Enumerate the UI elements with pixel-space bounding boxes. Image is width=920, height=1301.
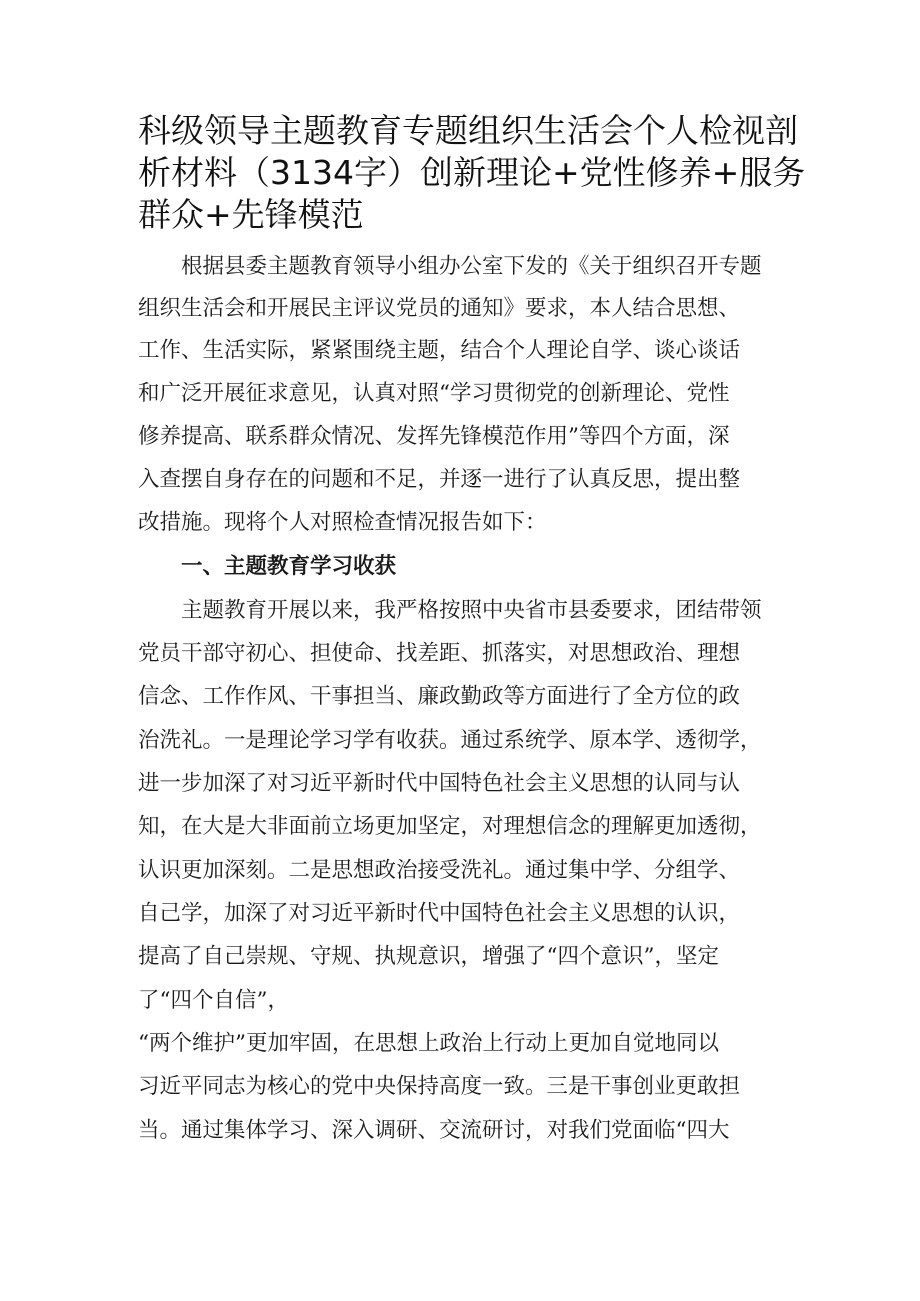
body-line: 党员干部守初心、担使命、找差距、抓落实，对思想政治、理想 (138, 641, 741, 666)
body-line: 认识更加深刻。二是思想政治接受洗礼。通过集中学、分组学、 (138, 858, 741, 883)
body-line: 信念、工作作风、干事担当、廉政勤政等方面进行了全方位的政 (138, 684, 741, 709)
body-line: 知，在大是大非面前立场更加坚定，对理想信念的理解更加透彻， (138, 814, 762, 839)
title-line: 科级领导主题教育专题组织生活会个人检视剖 (138, 111, 798, 150)
body-line: 治洗礼。一是理论学习学有收获。通过系统学、原本学、透彻学， (138, 728, 762, 753)
body-line: 自己学，加深了对习近平新时代中国特色社会主义思想的认识， (138, 901, 741, 926)
body-line: 主题教育开展以来，我严格按照中央省市县委要求，团结带领 (138, 598, 762, 623)
body-line: “两个维护”更加牢固，在思想上政治上行动上更加自觉地同以 (138, 1031, 719, 1056)
document-title (138, 110, 806, 236)
body-line: 提高了自己崇规、守规、执规意识，增强了“四个意识”，坚定 (138, 944, 719, 969)
body-line: 习近平同志为核心的党中央保持高度一致。三是干事创业更敢担 (138, 1074, 741, 1099)
body-line: 和广泛开展征求意见，认真对照“学习贯彻党的创新理论、党性 (138, 381, 730, 406)
title-line: 群众+先锋模范 (138, 195, 364, 234)
body-line: 当。通过集体学习、深入调研、交流研讨，对我们党面临“四大 (138, 1118, 730, 1143)
body-line: 修养提高、联系群众情况、发挥先锋模范作用”等四个方面，深 (138, 424, 730, 449)
title-line: 析材料（3134字）创新理论+党性修养+服务 (138, 153, 806, 192)
body-line: 入查摆自身存在的问题和不足，并逐一进行了认真反思，提出整 (138, 467, 741, 492)
section-heading: 一、主题教育学习收获 (138, 554, 397, 579)
body-line: 工作、生活实际，紧紧围绕主题，结合个人理论自学、谈心谈话 (138, 338, 741, 363)
body-line: 组织生活会和开展民主评议党员的通知》要求，本人结合思想、 (138, 296, 741, 321)
body-line: 改措施。现将个人对照检查情况报告如下： (138, 510, 547, 535)
body-line: 了“四个自信”， (138, 988, 289, 1013)
body-line: 根据县委主题教育领导小组办公室下发的《关于组织召开专题 (138, 254, 762, 279)
body-line: 进一步加深了对习近平新时代中国特色社会主义思想的认同与认 (138, 771, 741, 796)
